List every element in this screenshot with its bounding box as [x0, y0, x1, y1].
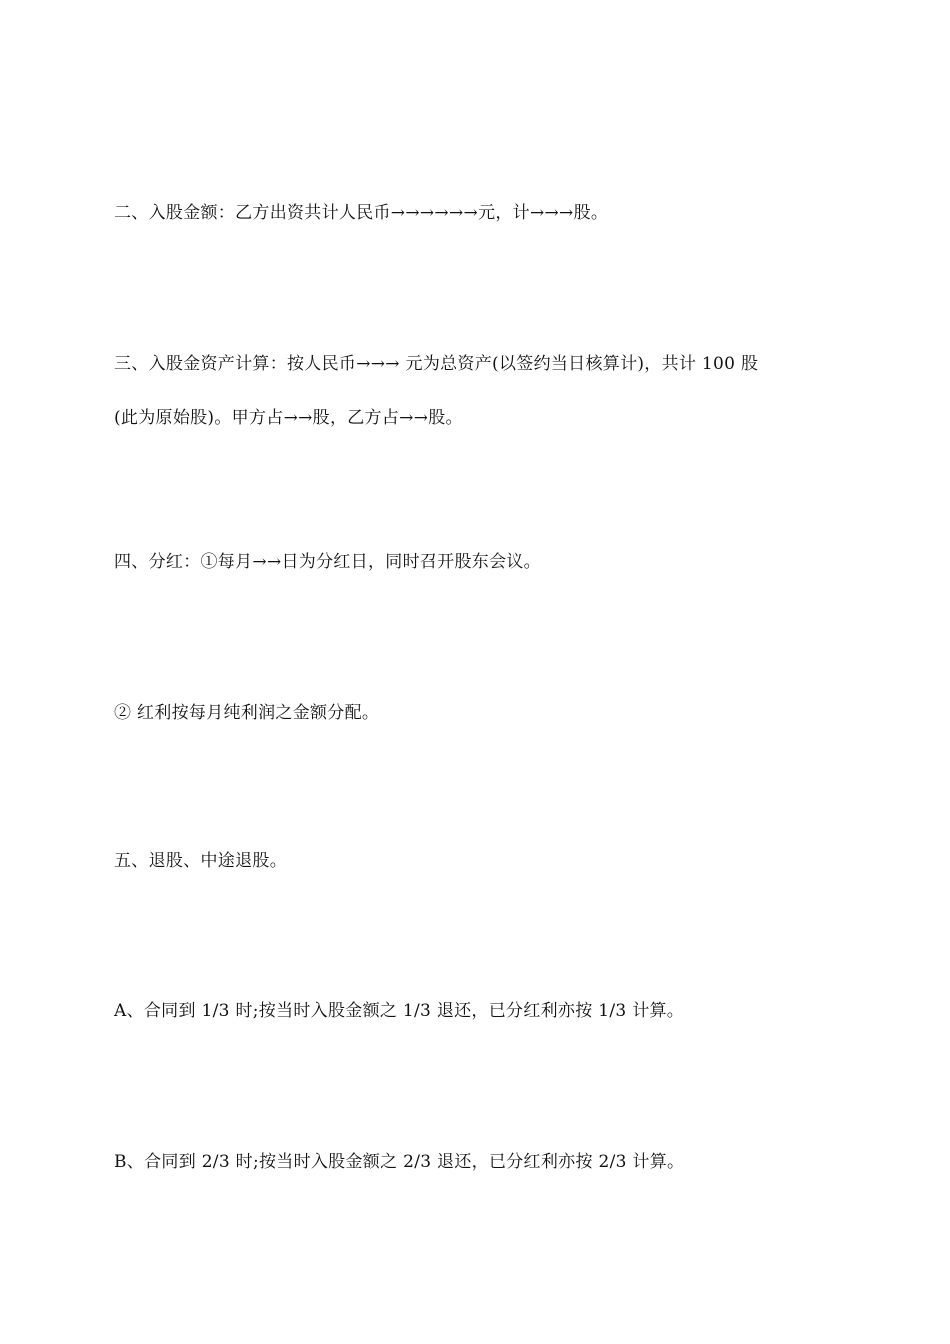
clause-3-asset-calculation: [114, 337, 844, 445]
text-line: 二、入股金额：乙方出资共计人民币→→→→→→元，计→→→股。: [114, 203, 609, 223]
clause-5-withdrawal: [114, 834, 844, 888]
text-line: 三、入股金资产计算：按人民币→→→ 元为总资产(以签约当日核算计)，共计 100 股: [114, 354, 759, 374]
clause-4-dividend-item-2: [114, 686, 844, 740]
text-line: A、合同到 1/3 时;按当时入股金额之 1/3 退还，已分红利亦按 1/3 计算。: [114, 1001, 685, 1021]
clause-5-item-a: [114, 984, 844, 1038]
clause-4-dividend: [114, 535, 844, 589]
text-line: (此为原始股)。甲方占→→股，乙方占→→股。: [114, 408, 463, 428]
text-line: 四、分红：①每月→→日为分红日，同时召开股东会议。: [114, 552, 541, 572]
clause-2-investment-amount: [114, 186, 844, 240]
text-line: B、合同到 2/3 时;按当时入股金额之 2/3 退还，已分红利亦按 2/3 计算。: [114, 1152, 685, 1172]
text-line: ② 红利按每月纯利润之金额分配。: [114, 703, 380, 723]
clause-5-item-b: [114, 1135, 844, 1189]
text-line: 五、退股、中途退股。: [114, 851, 287, 871]
